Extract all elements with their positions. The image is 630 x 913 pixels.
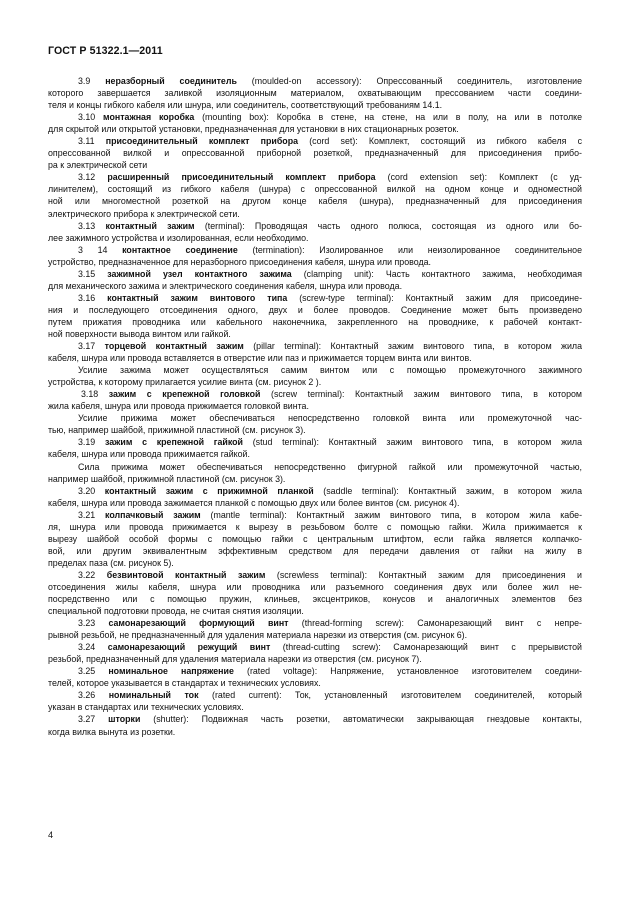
text-line	[48, 412, 582, 424]
document-body	[48, 75, 582, 738]
text-fragment: кабеля, шнура или провода вставляется в отверстие или паз и прижимается торцем винта или винтов.	[48, 353, 472, 364]
defined-term: монтажная коробка	[103, 112, 195, 123]
text-fragment: 3.17	[78, 341, 105, 352]
text-fragment: (clamping unit): Часть контактного зажима, необходимая	[291, 268, 582, 279]
text-fragment: ной поверхности вывода винтом или гайкой.	[48, 328, 231, 339]
text-fragment: телей, которое указывается в стандартах и технических условиях.	[48, 678, 321, 689]
text-fragment: 3 14	[78, 244, 123, 255]
text-fragment: рывной резьбой, не предназначенный для удаления материала нарезки из отверстия (см. рисунок 6).	[48, 630, 468, 641]
text-fragment: (rated current): Ток, установленный изготовителем соединителей, который	[198, 690, 582, 701]
text-fragment: 3.26	[78, 690, 109, 701]
text-line	[48, 569, 582, 581]
text-fragment: 3.19	[78, 437, 105, 448]
text-fragment: кабеля, шнура или провода зажимается планкой с помощью двух или более винтов (см. рисунок 4).	[48, 497, 460, 508]
text-fragment: для механического зажима и электрического соединения кабеля, шнура или провода.	[48, 280, 403, 291]
text-fragment: 3.16	[78, 292, 108, 303]
defined-term: колпачковый зажим	[105, 509, 201, 520]
text-line	[48, 629, 582, 641]
text-line	[48, 123, 582, 135]
defined-term: номинальное напряжение	[108, 666, 234, 677]
text-line	[48, 135, 582, 147]
text-fragment: ния и последующего отсоединения одного, двух и более проводов. Соединение может быть произведено	[48, 304, 582, 315]
text-fragment: 3.10	[78, 112, 104, 123]
text-line	[48, 87, 582, 99]
text-fragment: вырезу шайбой особой формы с помощью гайки с центральным штифтом, если гайка является колпачко-	[48, 533, 582, 544]
text-line	[48, 497, 582, 509]
text-fragment: 3.13	[78, 220, 106, 231]
text-line	[48, 400, 582, 412]
text-fragment: (shutter): Подвижная часть розетки, автоматически закрывающая гнездовые контакты,	[140, 714, 582, 725]
text-fragment: отсоединения жилы кабеля, шнура или проводника или разъемного соединения двух или более жил не-	[48, 581, 582, 592]
text-line	[48, 581, 582, 593]
defined-term: торцевой контактный зажим	[104, 341, 244, 352]
text-fragment: для скрытой или открытой установки, предназначенная для установки в них стационарных розеток.	[48, 124, 459, 135]
text-fragment: (screw-type terminal): Контактный зажим для присоедине-	[287, 292, 582, 303]
text-line	[48, 340, 582, 352]
text-line	[48, 376, 582, 388]
document-header: ГОСТ Р 51322.1—2011	[48, 45, 163, 57]
text-line	[48, 557, 582, 569]
text-line	[48, 713, 582, 725]
text-fragment: 3.24	[78, 642, 108, 653]
text-fragment: (cord set): Комплект, состоящий из гибкого кабеля с	[298, 136, 582, 147]
text-fragment: Усилие зажима может осуществляться самим винтом или с помощью промежуточного зажимного	[78, 365, 582, 376]
text-fragment: (saddle terminal): Контактный зажим, в котором жила	[313, 485, 582, 496]
text-line	[48, 677, 582, 689]
text-fragment: (terminal): Проводящая часть одного полюса, состоящая из одного или бо-	[194, 220, 582, 231]
defined-term: самонарезающий формующий винт	[108, 618, 289, 629]
text-line	[48, 653, 582, 665]
text-line	[48, 448, 582, 460]
text-fragment: 3.15	[78, 268, 108, 279]
text-fragment: опрессованной вилкой и опрессованной приборной розеткой, предназначенный для присоединения прибо-	[48, 148, 582, 159]
text-line	[48, 316, 582, 328]
text-line	[48, 328, 582, 340]
text-line	[48, 268, 582, 280]
defined-term: расширенный присоединительный комплект прибора	[107, 172, 376, 183]
text-fragment: кабеля, шнура или провода прижимается гайкой.	[48, 449, 250, 460]
text-fragment: 3.9	[78, 76, 106, 86]
text-fragment: (thread-forming screw): Самонарезающий винт с непре-	[288, 618, 582, 629]
text-fragment: устройство, предназначенное для неразборного присоединения кабеля, шнура или провода.	[48, 256, 431, 267]
text-line	[48, 605, 582, 617]
text-fragment: (cord extension set): Комплект (с уд-	[375, 172, 582, 183]
text-line	[48, 220, 582, 232]
text-fragment: резьбой, предназначенный для удаления материала нарезки из отверстия (см. рисунок 7).	[48, 654, 422, 665]
text-fragment: 3.27	[78, 714, 109, 725]
text-fragment: (mounting box): Коробка в стене, на стене, на или в полу, на или в потолке	[194, 112, 582, 123]
defined-term: номинальный ток	[108, 690, 199, 701]
text-line	[48, 593, 582, 605]
text-fragment: лее зажимного устройства и изолированная, если необходимо.	[48, 232, 309, 243]
text-fragment: (mantle terminal): Контактный зажим винтового типа, в котором жила кабе-	[200, 509, 582, 520]
text-fragment: (pillar terminal): Контактный зажим винтового типа, в котором жила	[243, 341, 582, 352]
text-fragment: когда вилка вынута из розетки.	[48, 726, 176, 737]
text-line	[48, 424, 582, 436]
text-line	[48, 485, 582, 497]
text-fragment: ра к электрической сети	[48, 160, 148, 171]
text-fragment: Усилие прижима может обеспечиваться непосредственно головкой винта или промежуточной час-	[78, 413, 582, 424]
text-fragment: например шайбой, прижимной пластиной (см. рисунок 3).	[48, 473, 286, 484]
text-line	[48, 159, 582, 171]
text-line	[48, 99, 582, 111]
text-fragment: 3.22	[78, 569, 107, 580]
text-fragment: 3.21	[78, 509, 106, 520]
defined-term: присоединительный комплект прибора	[105, 136, 299, 147]
defined-term: контактный зажим	[105, 220, 195, 231]
text-line	[48, 509, 582, 521]
text-fragment: (termination): Изолированное или неизолированное соединительное	[237, 244, 582, 255]
defined-term: контактный зажим с прижимной планкой	[104, 485, 314, 496]
text-line	[48, 521, 582, 533]
text-line	[48, 473, 582, 485]
text-line	[48, 726, 582, 738]
defined-term: зажим с крепежной головкой	[108, 389, 261, 400]
defined-term: контактное соединение	[122, 244, 238, 255]
text-line	[48, 244, 582, 256]
text-line	[48, 641, 582, 653]
text-line	[48, 256, 582, 268]
defined-term: шторки	[108, 714, 141, 725]
text-line	[48, 388, 582, 400]
text-fragment: путем прижатия проводника или кабельного наконечника, закрепленного на проводнике, к рабочей контакт-	[48, 316, 582, 327]
text-fragment: посредственно или с помощью пружин, клиньев, эксцентриков, конусов и аналогичных элементов без	[48, 594, 582, 605]
defined-term: неразборный соединитель	[105, 76, 237, 86]
page-number: 4	[48, 830, 54, 840]
text-line	[48, 364, 582, 376]
text-line	[48, 208, 582, 220]
defined-term: зажимной узел контактного зажима	[107, 268, 292, 279]
text-fragment: линителем), состоящий из гибкого кабеля (шнура) с опрессованной вилкой на одном конце и одноместной	[48, 184, 582, 195]
text-fragment: которого завершается заливкой изоляционным материалом, охватывающим прессованием части соедини-	[48, 88, 582, 99]
text-fragment: теля и концы гибкого кабеля или шнура, или соединитель, соответствующий требованиям 14.1.	[48, 100, 443, 111]
text-line	[48, 171, 582, 183]
text-fragment: ля, шнура или провода прижимается к вырезу в резьбовом болте с помощью гайки. Жила прижимается к	[48, 521, 582, 532]
text-line	[48, 304, 582, 316]
text-fragment: 3.18	[81, 389, 109, 400]
text-line	[48, 665, 582, 677]
text-line	[48, 183, 582, 195]
text-fragment: 3.25	[78, 666, 109, 677]
text-fragment: вой, или другим эквивалентным эффективным средством для передачи давления от гайки на жилу в	[48, 545, 582, 556]
text-line	[48, 352, 582, 364]
text-fragment: 3.11	[78, 136, 106, 147]
text-fragment: 3.23	[78, 618, 109, 629]
text-fragment: (stud terminal): Контактный зажим винтового типа, в котором жила	[242, 437, 582, 448]
text-line	[48, 436, 582, 448]
text-fragment: Сила прижима может обеспечиваться непосредственно фигурной гайкой или промежуточной частью,	[78, 461, 582, 472]
text-fragment: устройства, к которому прилагается усилие винта (см. рисунок 2 ).	[48, 377, 322, 388]
text-line	[48, 195, 582, 207]
defined-term: самонарезающий режущий винт	[107, 642, 271, 653]
text-line	[48, 701, 582, 713]
text-line	[48, 147, 582, 159]
text-line	[48, 292, 582, 304]
text-fragment: тью, например шайбой, прижимной пластиной (см. рисунок 3).	[48, 425, 306, 436]
text-fragment: (thread-cutting screw): Самонарезающий винт с прерывистой	[270, 642, 582, 653]
text-line	[48, 111, 582, 123]
text-fragment: ной или многоместной розеткой на другом конце кабеля (шнура), предназначенный для присоединения	[48, 196, 582, 207]
text-fragment: (screw terminal): Контактный зажим винтового типа, в котором	[260, 389, 582, 400]
text-fragment: 3.20	[78, 485, 105, 496]
text-line	[48, 75, 582, 87]
text-fragment: 3.12	[78, 172, 108, 183]
text-fragment: указан в стандартах или технических условиях.	[48, 702, 244, 713]
text-line	[48, 280, 582, 292]
defined-term: контактный зажим винтового типа	[107, 292, 288, 303]
text-line	[48, 617, 582, 629]
text-line	[48, 533, 582, 545]
text-fragment: специальной подготовки провода, не считая снятия изоляции.	[48, 606, 304, 617]
text-line	[48, 545, 582, 557]
text-line	[48, 232, 582, 244]
text-line	[48, 461, 582, 473]
text-line	[48, 689, 582, 701]
defined-term: зажим с крепежной гайкой	[104, 437, 243, 448]
text-fragment: (moulded-on accessory): Опрессованный соединитель, изготовление	[236, 76, 582, 86]
text-fragment: электрического прибора к электрической сети.	[48, 208, 240, 219]
text-fragment: пределах паза (см. рисунок 5).	[48, 557, 174, 568]
defined-term: безвинтовой контактный зажим	[106, 569, 266, 580]
text-fragment: (rated voltage): Напряжение, установленное изготовителем соедини-	[233, 666, 582, 677]
text-fragment: (screwless terminal): Контактный зажим для присоединения и	[265, 569, 582, 580]
text-fragment: жила кабеля, шнура или провода прижимается головкой винта.	[48, 401, 309, 412]
